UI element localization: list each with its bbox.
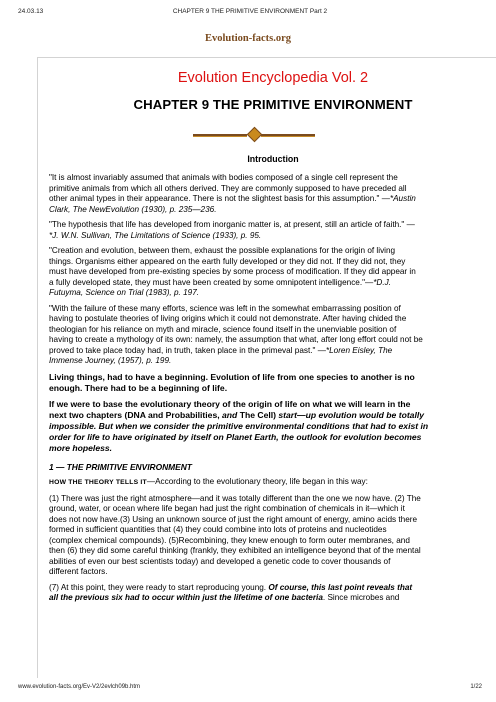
print-date: 24.03.13 [18,8,44,15]
quote-text: other animal types in their appearance. There is not the slightest basis for this assumption." — [49,194,390,203]
theory-lead: HOW THE THEORY TELLS IT [49,479,147,486]
quote-line: "Creation and evolution, between them, exhaust the possible explanations for the origin of living [49,246,396,255]
quote-citation: Futuyma, Science on Trial (1983), p. 197. [49,288,200,297]
paragraph-line [49,593,496,604]
page-number: 1/22 [470,684,482,690]
text-run: . Since microbes and [322,593,400,602]
text-run: next two chapters (DNA and Probabilities, [49,409,223,420]
theory-paragraph [49,477,496,489]
paragraph-line: (complex chemical compounds). (5)Recombining, they knew enough to form outer membranes, and [49,535,410,545]
quote-line: things. Organisms either appeared on the earth fully developed or they did not. If they did not, they [49,256,406,266]
quote-text: proved to take place today had, in truth, taken place in the primeval past." — [49,345,326,355]
quote-citation: *Loren Eisley, The [325,345,393,355]
article-container [37,57,496,678]
paragraph-line: does not now have.(3) Using an unknown source of just the right amount of energy, amino acids there [49,514,418,524]
quote-line: must have developed from pre-existing species by some process of modification. If they did appear in [49,267,416,276]
text-run-italic: start—up evolution would be totally [278,409,425,420]
quote-citation: Immense Journey, (1957), p. 199. [49,356,172,365]
ornament-bar-right [261,134,315,137]
paragraph-line: abilities of even our best scientists today) and developed a genetic code to cover thousands of [49,556,391,566]
quote-line: having to postulate theories of living origins which it could not demonstrate. After having chided the [49,314,407,323]
section-heading: 1 — THE PRIMITIVE ENVIRONMENT [49,461,192,472]
print-header [18,8,482,20]
ornament-divider [49,128,496,144]
paragraph-line: ground, water, or ocean where life began had just the right combination of chemicals in it—which it [49,504,405,513]
print-document-title: CHAPTER 9 THE PRIMITIVE ENVIRONMENT Part 2 [172,8,328,15]
quote-line: theologian for his reliance on myth and miracle, science found itself in the unenviable position of [49,324,397,334]
paragraph-line: (1) There was just the right atmosphere—and it was totally different than the one we now have. (2) The [49,493,421,503]
paragraph-line: then (6) they did some careful thinking (frankly, they exhibited an intelligence beyond that of the mental [49,546,421,555]
print-footer [18,684,482,694]
paragraph-line: impossible. But when we consider the primitive environmental conditions that had to exist in [49,420,429,431]
paragraph-line: If we were to base the evolutionary theory of the origin of life on what we will learn in the [49,398,411,409]
quote-citation: Clark, The NewEvolution (1930), p. 235—236. [49,204,217,214]
paragraph-line: Living things, had to have a beginning. Evolution of life from one species to another is no [49,371,415,382]
quote-line: "It is almost invariably assumed that animals with bodies composed of a single cell represent the [49,173,398,182]
paragraph-line: enough. There had to be a beginning of life. [49,382,228,393]
ornament-bar-left [193,134,247,137]
paragraph-line [49,410,496,421]
paragraph-line: order for life to have originated by itself on Planet Earth, the outlook for evolution becomes [49,431,422,442]
page-url: www.evolution-facts.org/Ev-V2/2evlch09b.htm [18,684,141,690]
quote-citation: *J. W.N. Sullivan, The Limitations of Science (1933), p. 95. [49,230,262,240]
quote-line: primitive animals from which all others derived. They are commonly supposed to have preceded all [49,183,407,193]
paragraph-line [49,583,496,594]
theory-text: —According to the evolutionary theory, life began in this way: [146,477,368,486]
chapter-title: CHAPTER 9 THE PRIMITIVE ENVIRONMENT [133,97,413,112]
final-paragraph [49,583,496,604]
quote-citation: *D.J. [373,277,391,287]
paragraph-line: more hopeless. [49,442,113,453]
text-run-bold-italic: Of course, this last point reveals that [268,582,413,592]
text-run-italic: and [222,409,238,420]
quote-line [49,346,496,357]
text-run-bold-italic: all the previous six had to occur within just the lifetime of one bacteria [49,593,323,602]
paragraph-line: different factors. [49,567,108,576]
quote-line [49,194,496,205]
steps-paragraph [49,494,496,578]
introduction-heading: Introduction [247,154,299,164]
quote-clark [49,173,496,215]
article-body [49,69,496,604]
site-title[interactable]: Evolution-facts.org [204,33,292,44]
quote-sullivan [49,220,496,241]
text-run: (7) At this point, they were ready to start reproducing young. [49,582,269,592]
paragraph-line: formed in sufficient quantities that (4) they could combine into lots of proteins and nucleotides [49,525,387,534]
diamond-ornament-icon [247,127,263,143]
quote-eisley [49,304,496,367]
bold-paragraph-beginning [49,372,496,394]
quote-line: having to create a mythology of its own: namely, the assumption that what, after long effort could not be [49,335,423,344]
bold-paragraph-outlook [49,399,496,454]
quote-line [49,278,496,289]
encyclopedia-title: Evolution Encyclopedia Vol. 2 [177,70,369,86]
text-run: The Cell) [237,409,279,420]
quote-line: "With the failure of these many efforts, science was left in the somewhat embarrassing position of [49,303,401,313]
quote-text: a fully developed state, they must have been created by some omnipotent intelligence."— [49,277,374,287]
quote-citation: *Austin [389,194,416,203]
quote-futuyma [49,246,496,299]
quote-line: "The hypothesis that life has developed from inorganic matter is, at present, still an article of faith." — [49,220,415,229]
